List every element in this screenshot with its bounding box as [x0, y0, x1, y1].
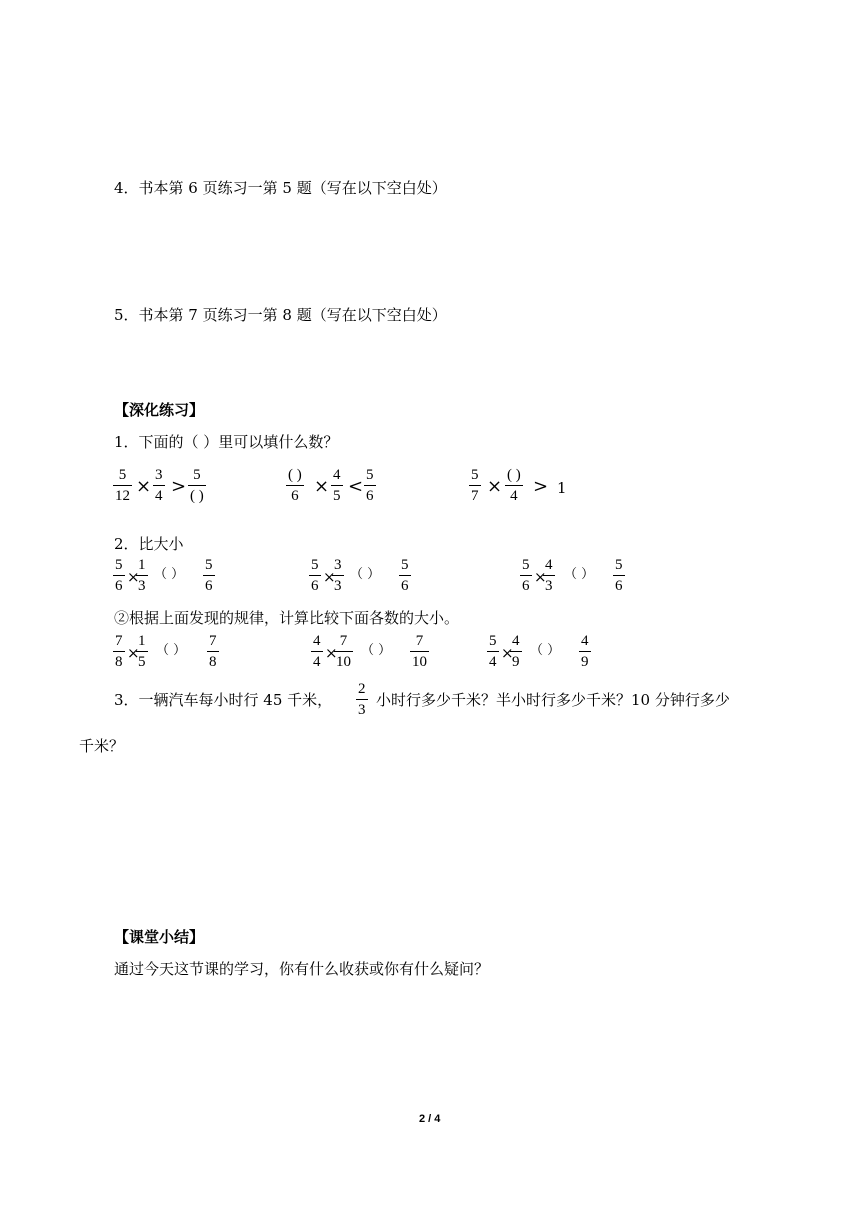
question-3-text-end: 千米？ — [79, 737, 125, 755]
fraction: 4 9 — [581, 633, 589, 670]
fraction: 2 3 — [358, 681, 366, 718]
question-3-text-middle: 小时行多少千米？半小时行多少千米？10 分钟行多少 — [376, 691, 730, 709]
times-sign: × — [323, 568, 336, 586]
fraction: 5 7 — [471, 467, 479, 504]
question-4: 4．书本第 6 页练习一第 5 题（写在以下空白处） — [114, 179, 447, 197]
times-sign: × — [325, 644, 338, 662]
fraction: 3 3 — [334, 557, 342, 594]
blank-parentheses: （ ） — [530, 643, 561, 658]
fraction: ( ) 6 — [288, 467, 302, 504]
times-sign: × — [501, 644, 514, 662]
section-heading-deep-practice: 【深化练习】 — [114, 401, 205, 419]
question-3-text-start: 3．一辆汽车每小时行 45 千米， — [114, 691, 333, 709]
times-sign: × — [127, 644, 140, 662]
fraction: 1 3 — [138, 557, 146, 594]
fraction: 5 6 — [615, 557, 623, 594]
fraction: 5 4 — [489, 633, 497, 670]
summary-question: 通过今天这节课的学习，你有什么收获或你有什么疑问？ — [114, 960, 490, 978]
fraction: 1 5 — [138, 633, 146, 670]
greater-than-sign: > — [171, 476, 187, 497]
page-number: 2 / 4 — [419, 1113, 441, 1125]
fraction: 5 6 — [115, 557, 123, 594]
fraction: 7 8 — [115, 633, 123, 670]
fraction: 5 6 — [366, 467, 374, 504]
times-sign: × — [534, 568, 547, 586]
fraction: 7 10 — [412, 633, 427, 670]
less-than-sign: < — [348, 476, 364, 497]
fraction: 5 12 — [115, 467, 130, 504]
fraction: 5 6 — [205, 557, 213, 594]
question-5: 5．书本第 7 页练习一第 8 题（写在以下空白处） — [114, 306, 447, 324]
times-sign: × — [487, 476, 503, 497]
fraction: 5 6 — [311, 557, 319, 594]
rule-instruction: ②根据上面发现的规律，计算比较下面各数的大小。 — [114, 609, 460, 627]
greater-than-sign: > — [533, 476, 549, 497]
times-sign: × — [127, 568, 140, 586]
blank-parentheses: （ ） — [564, 567, 595, 582]
fraction: 5 6 — [401, 557, 409, 594]
blank-parentheses: （ ） — [156, 643, 187, 658]
fraction: 4 5 — [333, 467, 341, 504]
times-sign: × — [314, 476, 330, 497]
fraction: 5 6 — [522, 557, 530, 594]
fraction: 7 8 — [209, 633, 217, 670]
section-heading-summary: 【课堂小结】 — [114, 928, 205, 946]
times-sign: × — [136, 476, 152, 497]
fraction: 4 4 — [313, 633, 321, 670]
fraction: 7 10 — [336, 633, 351, 670]
number-one: 1 — [557, 479, 567, 497]
fraction: 4 9 — [512, 633, 520, 670]
fraction: 3 4 — [155, 467, 163, 504]
fraction: 4 3 — [545, 557, 553, 594]
blank-parentheses: （ ） — [350, 567, 381, 582]
fraction: 5 ( ) — [190, 467, 204, 504]
deep-question-1: 1．下面的（ ）里可以填什么数？ — [114, 433, 339, 451]
fraction: ( ) 4 — [507, 467, 521, 504]
blank-parentheses: （ ） — [154, 567, 185, 582]
blank-parentheses: （ ） — [361, 643, 392, 658]
deep-question-2: 2．比大小 — [114, 535, 184, 553]
